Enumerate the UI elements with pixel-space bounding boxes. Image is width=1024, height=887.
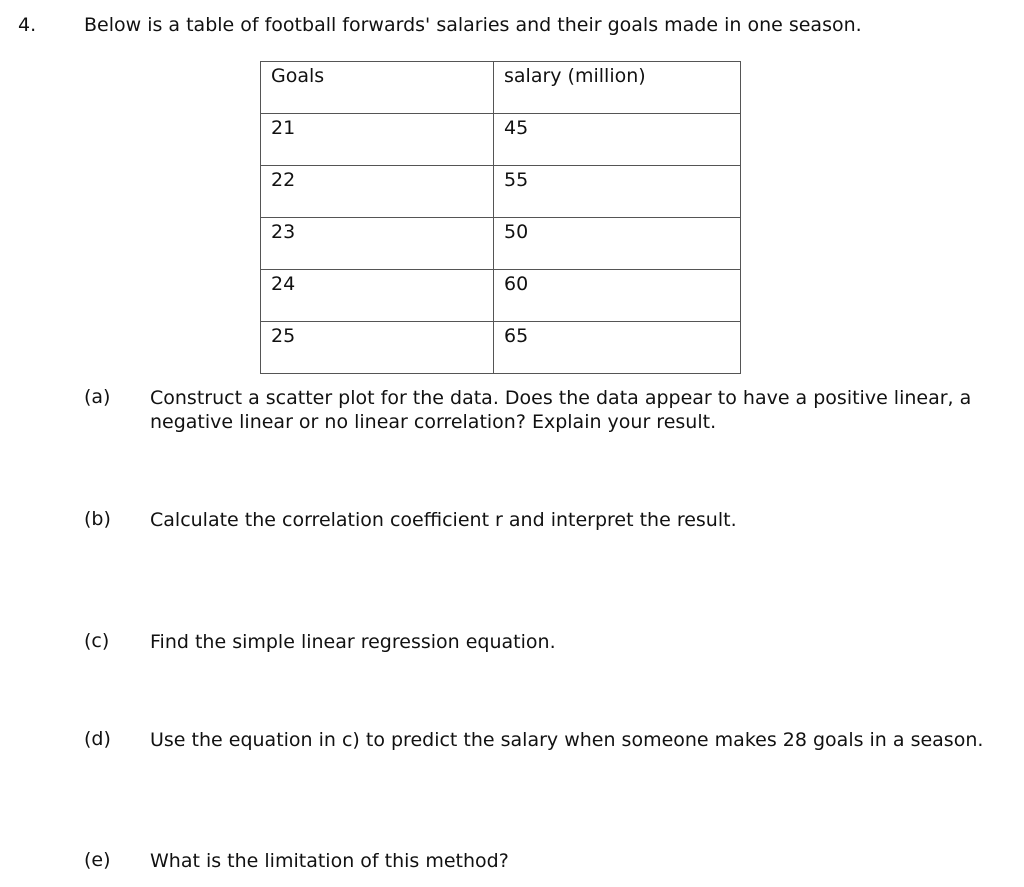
table-header-row [261,62,741,114]
header-salary: salary (million) [494,62,741,114]
salary-cell: 60 [494,270,741,322]
salary-cell: 55 [494,166,741,218]
part-a-text: Construct a scatter plot for the data. Does the data appear to have a positive linear, a negative linear or no linear correlation? Explain your result. [150,387,972,433]
question-intro: Below is a table of football forwards' salaries and their goals made in one season. [84,14,862,36]
goals-cell: 23 [261,218,494,270]
question-number: 4. [18,14,37,36]
salary-cell: 50 [494,218,741,270]
part-e-text: What is the limitation of this method? [150,850,509,872]
part-d-text: Use the equation in c) to predict the salary when someone makes 28 goals in a season. [150,729,984,751]
goals-cell: 24 [261,270,494,322]
data-table [260,61,741,374]
salary-cell: 45 [494,114,741,166]
part-c-text: Find the simple linear regression equation. [150,631,556,653]
table-row [261,114,741,166]
part-d-label: (d) [84,728,111,750]
table-row [261,218,741,270]
part-b-label: (b) [84,508,111,530]
table-row [261,166,741,218]
part-b-text: Calculate the correlation coefficient r and interpret the result. [150,509,737,531]
goals-cell: 25 [261,322,494,374]
goals-cell: 21 [261,114,494,166]
table-row [261,322,741,374]
part-e-label: (e) [84,849,111,871]
table-row [261,270,741,322]
part-c-label: (c) [84,630,110,652]
goals-cell: 22 [261,166,494,218]
salary-cell: 65 [494,322,741,374]
header-goals: Goals [261,62,494,114]
part-a-label: (a) [84,386,111,408]
